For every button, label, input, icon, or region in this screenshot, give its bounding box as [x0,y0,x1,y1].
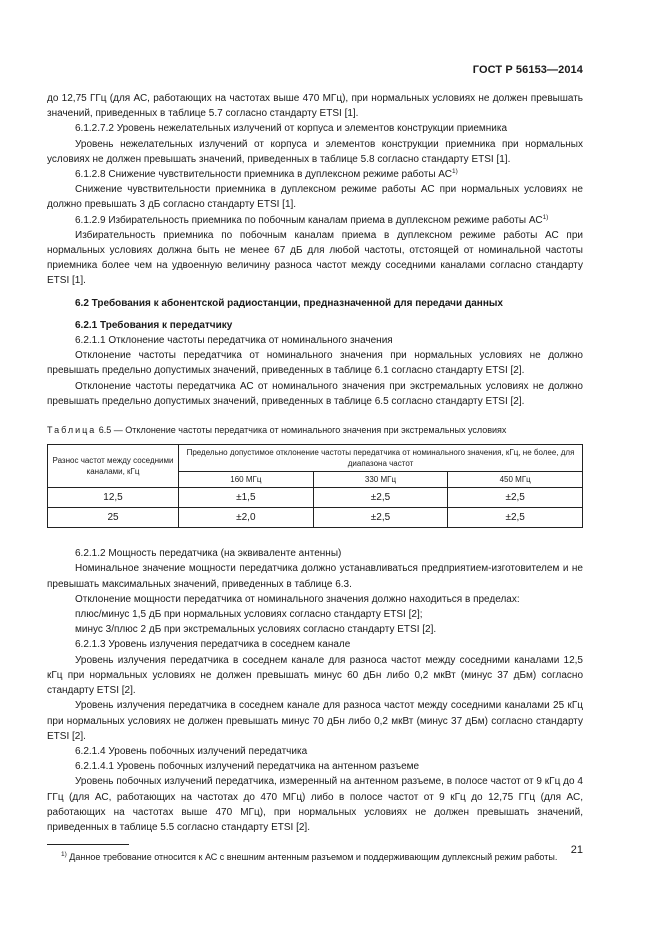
table-subheader: 330 МГц [313,472,448,488]
paragraph [47,774,583,835]
document-number: ГОСТ Р 56153—2014 [472,64,583,76]
paragraphs-bottom [47,546,583,835]
page-number: 21 [570,844,583,856]
paragraph [47,121,583,136]
paragraph [47,228,583,289]
table-caption-word: Таблица [47,425,97,436]
paragraph-text: Отклонение частоты передатчика от номинального значения при нормальных условиях не должно превышать предельно допустимых значений, приведенных в таблице 6.1 согласно стандарту ETSI [2]. [47,350,583,377]
paragraph-text: 6.2.1.4 Уровень побочных излучений передатчика [75,745,308,757]
table-subheader: 450 МГц [448,472,583,488]
paragraph [47,744,583,759]
paragraph [47,622,583,637]
paragraph [47,561,583,591]
paragraph-text: Избирательность приемника по побочным каналам приема в дуплексном режиме работы АС при нормальных условиях должна быть не менее 67 дБ для любой частоты, отстоящей от номинальной частоты приемника более чем на удвоенную величину разноса частот между соседними каналами согласно стандарту ETSI [1]. [47,229,583,287]
paragraph-text: Снижение чувствительности приемника в дуплексном режиме работы АС при нормальных условиях не должно превышать 3 дБ согласно стандарту ETSI [1]. [47,184,583,211]
table-header-spacing: Разнос частот между соседними каналами, кГц [48,445,179,488]
footnote-divider [47,844,129,845]
paragraph [47,167,583,182]
paragraph-text: 6.2.1.3 Уровень излучения передатчика в соседнем канале [75,639,351,651]
section-heading: 6.2 Требования к абонентской радиостанции, предназначенной для передачи данных [75,297,503,309]
frequency-deviation-table [47,444,583,528]
paragraph-text: плюс/минус 1,5 дБ при нормальных условиях согласно стандарту ETSI [2]; [75,609,423,621]
paragraph-text: минус 3/плюс 2 дБ при экстремальных условиях согласно стандарту ETSI [2]. [75,624,437,636]
table-cell: ±2,5 [313,488,448,508]
paragraphs-mid [47,318,583,409]
table-cell: ±2,5 [313,508,448,528]
table-subheader: 160 МГц [179,472,314,488]
paragraphs-top [47,91,583,289]
paragraph [47,592,583,607]
paragraph-text: 6.1.2.8 Снижение чувствительности приемника в дуплексном режиме работы АС [75,169,452,181]
paragraph [47,333,583,348]
table-cell: 12,5 [48,488,179,508]
footnote-reference: 1) [451,168,458,176]
paragraph-text: 6.2.1.2 Мощность передатчика (на эквиваленте антенны) [75,548,342,560]
paragraph-text: 6.2.1 Требования к передатчику [75,319,233,331]
paragraph-text: Отклонение частоты передатчика АС от номинального значения при экстремальных условиях не должно превышать предельно допустимых значений, приведенных в таблице 6.5 согласно стандарту ETSI [2]. [47,380,583,407]
page-content [47,91,583,864]
paragraph [47,607,583,622]
table-cell: ±2,0 [179,508,314,528]
paragraph [47,637,583,652]
paragraph [47,759,583,774]
paragraph [47,546,583,561]
paragraph-text: 6.2.1.1 Отклонение частоты передатчика от номинального значения [75,335,393,347]
paragraph [47,318,583,333]
paragraph [47,137,583,167]
paragraph [47,698,583,744]
table-cell: ±2,5 [448,488,583,508]
paragraph-text: 6.1.2.7.2 Уровень нежелательных излучений от корпуса и элементов конструкции приемника [75,123,508,135]
footnote-marker: 1) [61,851,67,859]
paragraph [47,91,583,121]
paragraph-text: Уровень нежелательных излучений от корпуса и элементов конструкции приемника при нормальных условиях не должен превышать значений, приведенных в таблице 5.8 согласно стандарту ETSI [1]. [47,138,583,165]
footnote [47,850,583,864]
table-caption [47,423,583,438]
footnote-reference: 1) [542,213,549,221]
footnote-text: Данное требование относится к АС с внешним антенным разъемом и поддерживающим дуплексный режим работы. [66,852,558,863]
paragraph [47,653,583,699]
table-cell: 25 [48,508,179,528]
paragraph [47,182,583,212]
paragraph-text: Уровень побочных излучений передатчика, измеренный на антенном разъеме, в полосе частот от 9 кГц до 4 ГГц (для АС, работающих на частотах до 470 МГц) либо в полосе частот от 9 кГц до 12,75 ГГц (для АС, работающих на частотах выше 470 МГц), при нормальных условиях не должен превышать значений, приведенных в таблице 5.5 согласно стандарту ETSI [2]. [47,776,583,833]
table-row [48,488,583,508]
paragraph-text: 6.1.2.9 Избирательность приемника по побочным каналам приема в дуплексном режиме работы АС [75,214,543,226]
table-cell: ±2,5 [448,508,583,528]
paragraph-text: Уровень излучения передатчика в соседнем канале для разноса частот между соседними каналами 25 кГц при нормальных условиях не должен превышать минус 70 дБн либо 0,2 мкВт (минус 37 дБм) согласно стандарту ETSI [2]. [47,700,583,742]
paragraph-text: Номинальное значение мощности передатчика должно устанавливаться предприятием-изготовителем и не превышать максимальных значений, приведенных в таблице 6.3. [47,563,583,590]
paragraph [47,348,583,378]
table-caption-text: 6.5 — Отклонение частоты передатчика от номинального значения при экстремальных условиях [96,425,507,436]
paragraph-text: 6.2.1.4.1 Уровень побочных излучений передатчика на антенном разъеме [75,761,420,773]
paragraph-text: Отклонение мощности передатчика от номинального значения должно находиться в пределах: [75,593,520,605]
table-header-group: Предельно допустимое отклонение частоты передатчика от номинального значения, кГц, не более, для диапазона частот [179,445,583,472]
paragraph [47,213,583,228]
table-cell: ±1,5 [179,488,314,508]
paragraph-text: Уровень излучения передатчика в соседнем канале для разноса частот между соседними каналами 12,5 кГц при нормальных условиях не должен превышать минус 60 дБн либо 0,2 мкВт (минус 37 дБм) согласно стандарту ETSI [2]. [47,654,583,697]
paragraph [47,379,583,409]
paragraph-text: до 12,75 ГГц (для АС, работающих на частотах выше 470 МГц), при нормальных условиях не должен превышать значений, приведенных в таблице 5.7 согласно стандарту ETSI [1]. [47,93,583,120]
table-row [48,508,583,528]
